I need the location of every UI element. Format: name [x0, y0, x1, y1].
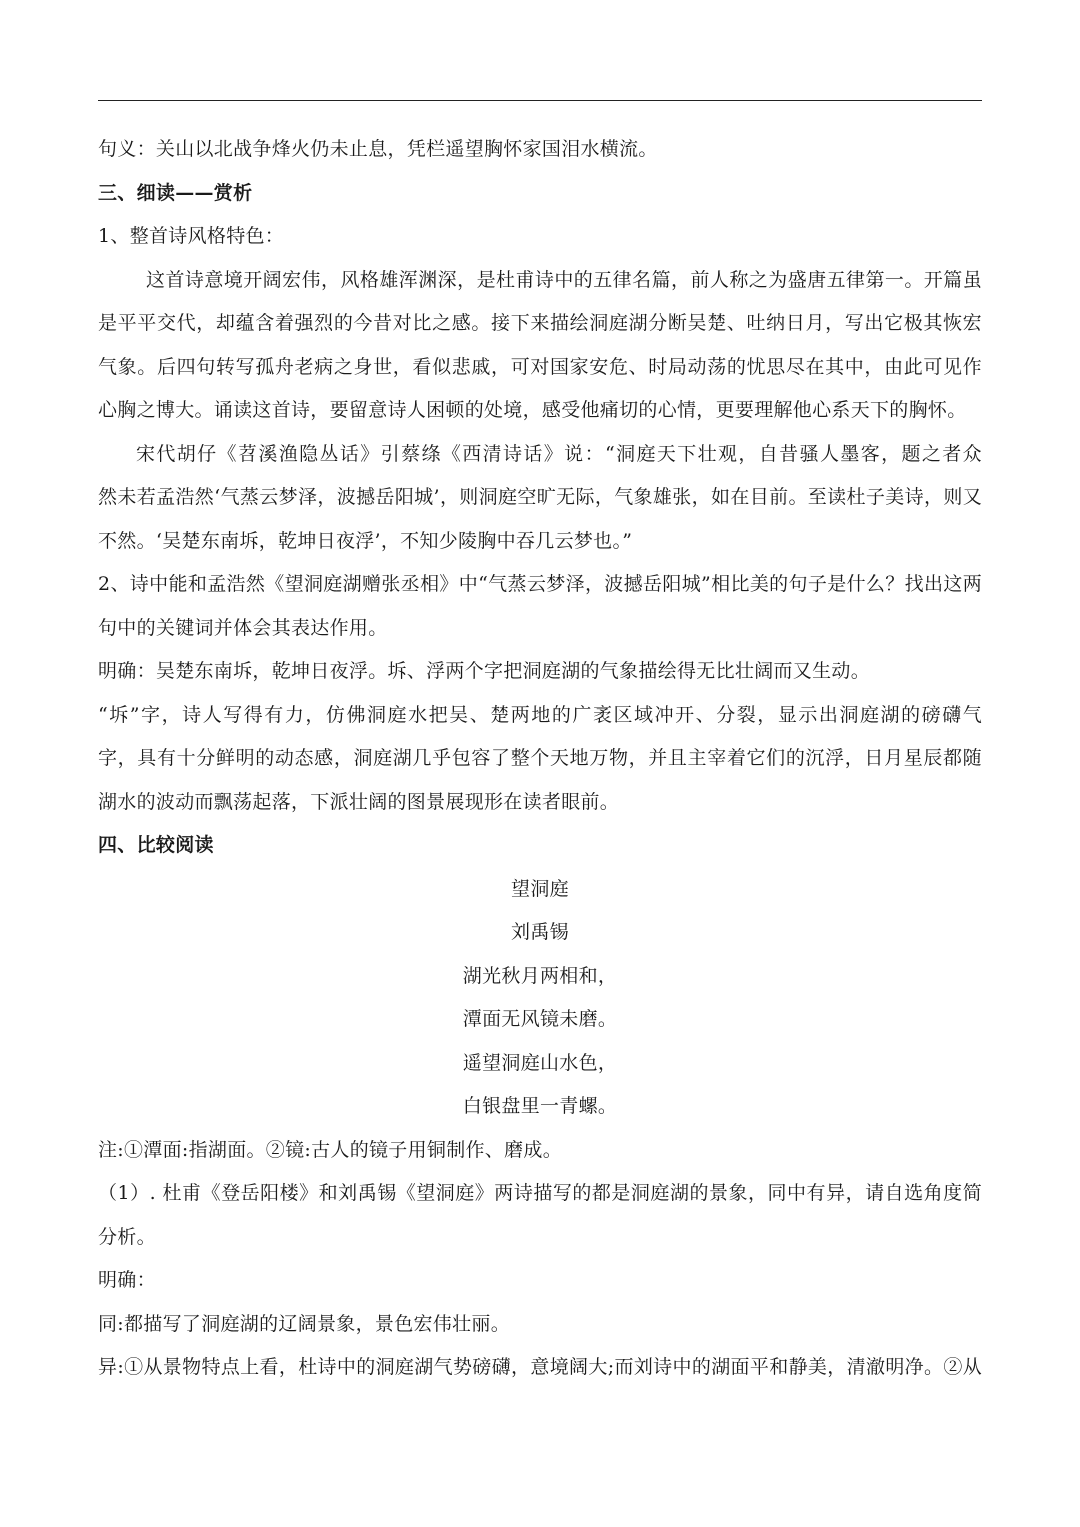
header-rule: [98, 100, 982, 101]
text-line: 句义：关山以北战争烽火仍未止息，凭栏遥望胸怀家国泪水横流。: [98, 138, 658, 160]
answer-line: 同:都描写了洞庭湖的辽阔景象，景色宏伟壮丽。: [98, 1312, 511, 1335]
paragraph-line: 心胸之博大。诵读这首诗，要留意诗人困顿的处境，感受他痛切的心情，更要理解他心系天下的胸怀。: [98, 399, 967, 421]
section-heading: 三、细读——赏析: [98, 181, 253, 204]
question-line: 句中的关键词并体会其表达作用。: [98, 616, 388, 639]
answer-line: 异:①从景物特点上看，杜诗中的洞庭湖气势磅礴，意境阔大;而刘诗中的湖面平和静美，清澈明净。②从: [98, 1356, 982, 1378]
question-line: 分析。: [98, 1225, 156, 1248]
paragraph-line: 是平平交代，却蕴含着强烈的今昔对比之感。接下来描绘洞庭湖分断吴楚、吐纳日月，写出它极其恢宏: [98, 312, 982, 334]
answer-line: “坼”字，诗人写得有力，仿佛洞庭水把吴、楚两地的广袤区域冲开、分裂，显示出洞庭湖的磅礴气: [98, 703, 982, 726]
paragraph-line: 这首诗意境开阔宏伟，风格雄浑渊深，是杜甫诗中的五律名篇，前人称之为盛唐五律第一。开篇虽: [146, 268, 982, 291]
poem-line: 湖光秋月两相和，: [462, 964, 618, 987]
paragraph-line: 气象。后四句转写孤舟老病之身世，看似悲戚，可对国家安危、时局动荡的忧思尽在其中，由此可见作: [98, 355, 982, 378]
paragraph-line: 宋代胡仔《苕溪渔隐丛话》引蔡绦《西清诗话》说：“洞庭天下壮观，自昔骚人墨客，题之者众: [136, 442, 982, 465]
poem-line: 白银盘里一青螺。: [462, 1095, 618, 1117]
poem-author: 刘禹锡: [511, 921, 569, 943]
question-line: （1）. 杜甫《登岳阳楼》和刘禹锡《望洞庭》两诗描写的都是洞庭湖的景象，同中有异，请自选角度简: [98, 1182, 982, 1204]
question-line: 2、诗中能和孟浩然《望洞庭湖赠张丞相》中“气蒸云梦泽，波撼岳阳城”相比美的句子是什么？找出这两: [98, 573, 982, 595]
poem-line: 潭面无风镜未磨。: [462, 1008, 618, 1030]
answer-line: 湖水的波动而飘荡起落，下派壮阔的图景展现形在读者眼前。: [98, 790, 620, 813]
answer-line: 字，具有十分鲜明的动态感，洞庭湖几乎包容了整个天地万物，并且主宰着它们的沉浮，日月星辰都随: [98, 747, 982, 769]
answer-line: 明确：吴楚东南坼，乾坤日夜浮。坼、浮两个字把洞庭湖的气象描绘得无比壮阔而又生动。: [98, 660, 871, 682]
section-heading: 四、比较阅读: [98, 834, 214, 856]
paragraph-line: 不然。‘吴楚东南坼，乾坤日夜浮’，不知少陵胸中吞几云梦也。”: [98, 529, 633, 552]
subheading: 1、整首诗风格特色：: [98, 225, 285, 247]
poem-title: 望洞庭: [511, 877, 569, 900]
poem-line: 遥望洞庭山水色，: [462, 1051, 618, 1074]
document-body: [98, 128, 982, 1390]
note-line: 注:①潭面:指湖面。②镜:古人的镜子用铜制作、磨成。: [98, 1138, 563, 1161]
paragraph-line: 然未若孟浩然‘气蒸云梦泽，波撼岳阳城’，则洞庭空旷无际，气象雄张，如在目前。至读杜子美诗，则又: [98, 486, 982, 508]
answer-line: 明确：: [98, 1269, 156, 1291]
